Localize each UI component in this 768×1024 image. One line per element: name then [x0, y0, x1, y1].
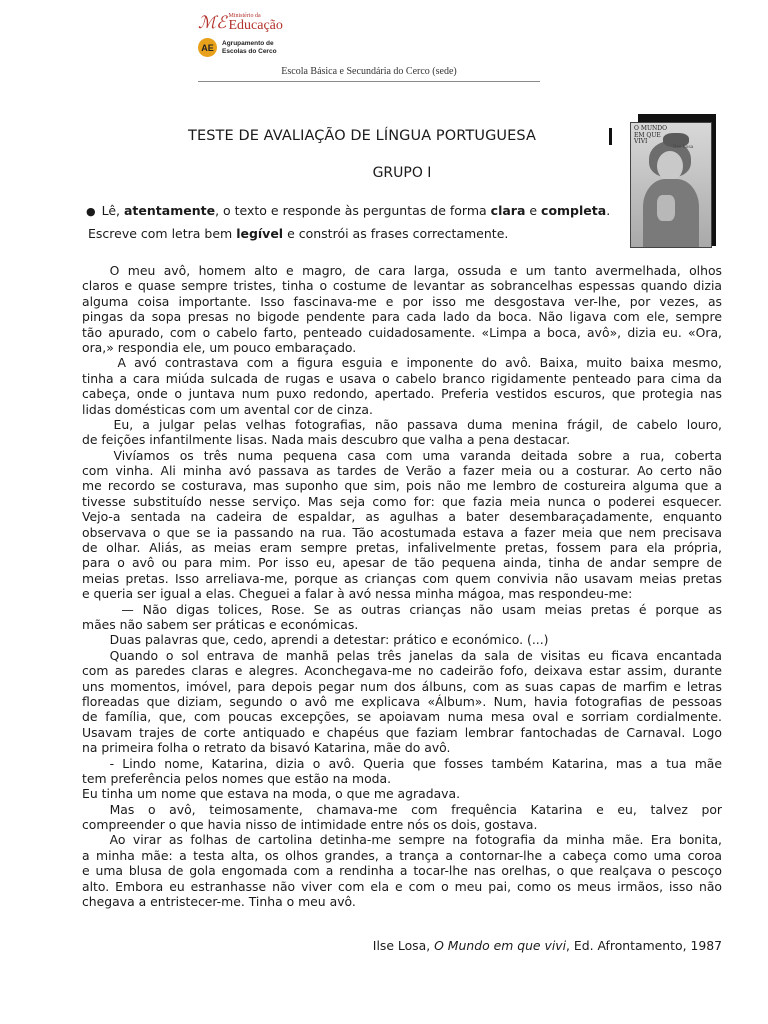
school-group-line1: Agrupamento de — [222, 40, 274, 48]
group-heading: GRUPO I — [372, 165, 432, 181]
text-line: compreender o que havia nisso de intimidade entre nós os dois, gostava. — [82, 817, 538, 833]
text-line: tivesse substituído nesse serviço. Mas seja como for: que fazia meia nunca o poderei esquecer. — [82, 493, 722, 509]
reading-text — [82, 263, 722, 909]
text-line: me recordo se costurava, mas suponho que sim, pois não me lembro de costureira alguma que a — [82, 478, 722, 494]
source-credit: Ilse Losa, O Mundo em que vivi, Ed. Afrontamento, 1987 — [372, 938, 722, 953]
text-line: mães não sabem ser práticas e económicas. — [82, 616, 359, 632]
text-line: cabeça, onde o juntava num puxo redondo, apertado. Preferia vestidos escuros, que protegia nas — [82, 386, 722, 402]
instruction-line-1: ● Lê, atentamente, o texto e responde às perguntas de forma clara e completa. — [86, 203, 611, 218]
header-divider — [198, 81, 540, 82]
text-line: na primeira folha o retrato da bisavó Katarina, mãe do avô. — [82, 740, 451, 756]
text-line: e queria ser igual a elas. Cheguei a falar à avó nessa minha mágoa, mas respondeu-me: — [82, 586, 633, 602]
text-line: Duas palavras que, cedo, aprendi a detestar: prático e económico. (...) — [82, 632, 549, 648]
page-header — [198, 8, 540, 82]
book-cover-image — [630, 114, 716, 246]
text-line: claros e quase sempre tristes, tinha o costume de levantar as sobrancelhas espessas quando dizia — [82, 278, 722, 294]
text-line: e uma blusa de gola engomada com a rendinha a tocar-lhe nas orelhas, o que realçava o pescoço — [82, 863, 722, 879]
bullet-icon: ● — [86, 205, 96, 218]
ministry-logo — [198, 12, 283, 34]
text-line: para o avô ou para mim. Por isso eu, apesar de tão pequena ainda, tinha de andar sempre de — [82, 555, 722, 571]
text-line: floreadas que diziam, segundo o avô me explicava «Álbum». Num, havia fotografias de pessoas — [82, 693, 722, 709]
text-line: Vivíamos os três numa pequena casa com uma varanda deitada sobre a rua, coberta — [113, 447, 722, 463]
ministry-small-text: Ministério da — [228, 13, 261, 19]
text-line: Vejo-a sentada na cadeira de espaldar, as agulhas a bater desembaraçadamente, enquanto — [82, 509, 722, 525]
text-line: Eu, a julgar pelas velhas fotografias, não passava duma menina frágil, de cabelo louro, — [113, 416, 722, 432]
text-line: uns momentos, imóvel, para depois pegar num dos álbuns, com as suas capas de marfim e letras — [82, 678, 722, 694]
text-line: de feições infantilmente lisas. Nada mais descubro que valha a pena destacar. — [82, 432, 571, 448]
text-line: a minha mãe: a testa alta, os olhos grandes, a trança a contornar-lhe a cabeça como uma coroa — [82, 847, 722, 863]
text-line: tão apurado, com o cabelo farto, penteado cuidadosamente. «Limpa a boca, avô», dizia eu. «Ora, — [82, 324, 722, 340]
text-line: A avó contrastava com a figura esguia e imponente do avô. Baixa, muito baixa mesmo, — [117, 355, 722, 371]
text-line: alto. Embora eu estranhasse não viver com ela e com o meu pai, como os meus irmãos, isso não — [82, 878, 722, 894]
text-line: lidas domésticas com um avental cor de cinza. — [82, 401, 373, 417]
text-line: Eu tinha um nome que estava na moda, o que me agradava. — [82, 786, 461, 802]
school-name: Escola Básica e Secundária do Cerco (sede) — [281, 66, 457, 77]
text-line: Usavam trajes de corte antiquado e chapéus que faziam lembrar fantochadas de Carnaval. Logo — [82, 724, 722, 740]
text-line: observava o que se ia passando na rua. Tão acostumada estava a fazer meia que nem precisava — [82, 524, 722, 540]
school-group-logo — [198, 38, 277, 57]
text-line: com as paredes claras e alegres. Aconchegava-me no cadeirão fofo, deixava estar assim, durante — [82, 663, 722, 679]
text-line: com vinha. Ali minha avó passava as tardes de Verão a fazer meia ou a costurar. Ao certo não — [82, 463, 722, 479]
text-line: pingas da sopa presas no bigode pendente para cada lado da boca. Não ligava com ele, sempre — [82, 309, 722, 325]
school-group-line2: Escolas do Cerco — [222, 47, 277, 55]
text-line: Quando o sol entrava de manhã pelas três janelas da sala de visitas eu ficava encantada — [109, 647, 722, 663]
text-line: Mas o avô, teimosamente, chamava-me com frequência Katarina e eu, talvez por — [109, 801, 722, 817]
text-line: — Não digas tolices, Rose. Se as outras crianças não usam meias pretas é porque as — [121, 601, 722, 617]
text-line: O meu avô, homem alto e magro, de cara larga, ossuda e um tanto avermelhada, olhos — [109, 263, 722, 278]
book-cover-title: O MUNDO EM QUE VIVI — [634, 125, 668, 146]
instruction-line-2: Escreve com letra bem legível e constrói as frases correctamente. — [88, 226, 509, 241]
school-group-emblem-icon: AE — [198, 38, 217, 57]
text-cursor — [609, 128, 612, 145]
text-line: ora,» respondia ele, um pouco embaraçado. — [82, 339, 357, 355]
text-line: tem preferência pelos nomes que estão na moda. — [82, 770, 392, 786]
text-line: meias pretas. Isso arreliava-me, porque as crianças com quem convivia não usavam meias pretas — [82, 570, 722, 586]
text-line: de olhar. Aliás, as meias eram sempre pretas, infalivelmente pretas, fossem para ela própria, — [82, 540, 722, 556]
text-line: chegava a entristecer-me. Tinha o meu avô. — [82, 894, 356, 910]
text-line: Ao virar as folhas de cartolina detinha-me sempre na fotografia da minha mãe. Era bonita, — [109, 832, 722, 848]
book-cover-author: Ilse Losa — [673, 145, 694, 150]
text-line: - Lindo nome, Katarina, dizia o avô. Queria que fosses também Katarina, mas a tua mãe — [109, 755, 722, 771]
ministry-emblem-icon: ℳℰ — [198, 13, 227, 33]
text-line: tinha a cara miúda sulcada de rugas e usava o cabelo branco rigidamente penteado para cima da — [82, 370, 722, 386]
ministry-name: Educação — [228, 18, 283, 33]
text-line: alguma coisa importante. Isso fascinava-me e por isso me desgostava ver-lhe, por vezes, as — [82, 293, 722, 309]
test-title: TESTE DE AVALIAÇÃO DE LÍNGUA PORTUGUESA — [188, 128, 536, 144]
text-line: de família, que, com poucas excepções, se apoiavam numa mesa oval e sorriam cordialmente. — [82, 709, 722, 725]
